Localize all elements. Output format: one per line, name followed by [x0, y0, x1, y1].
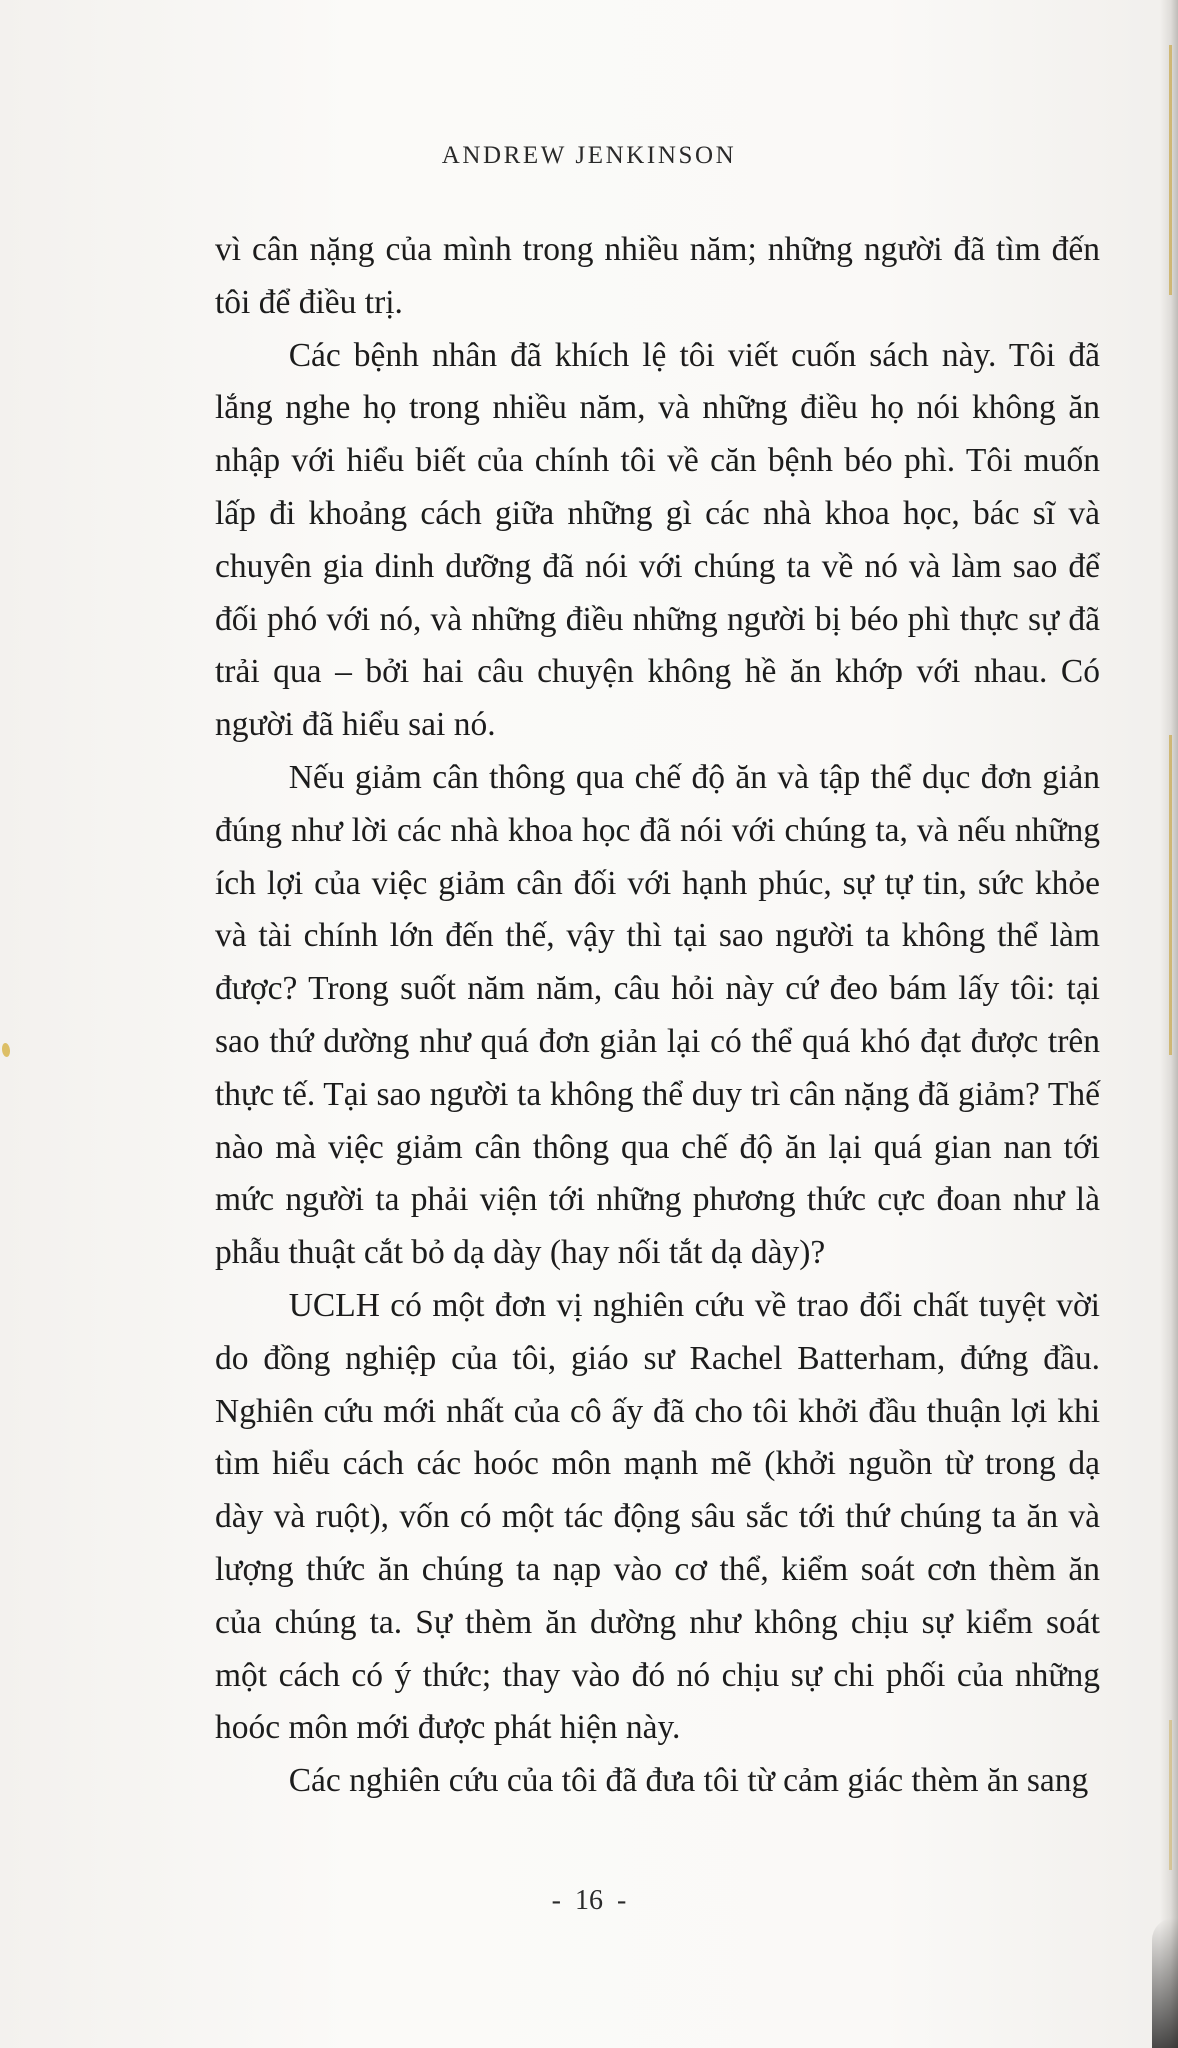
paragraph: Các nghiên cứu của tôi đã đưa tôi từ cảm giác thèm ăn sang: [288, 1762, 1089, 1800]
page-edge-mark: [1169, 735, 1172, 1055]
body-text: [215, 224, 1100, 1808]
paragraph: Nếu giảm cân thông qua chế độ ăn và tập thể dục đơn giản đúng như lời các nhà khoa học đã nói với chúng ta, và nếu những ích lợi của việc giảm cân đối với hạnh phúc, sự tự tin, sức khỏe và tài chính lớn đến thế, vậy thì tại sao người ta không thể làm được? Trong suốt năm năm, câu hỏi này cứ đeo bám lấy tôi: tại sao thứ dường như quá đơn giản lại có thể quá khó đạt được trên thực tế. Tại sao người ta không thể duy trì cân nặng đã giảm? Thế nào mà việc giảm cân thông qua chế độ ăn lại quá gian nan tới mức người ta phải viện tới những phương thức cực đoan như là phẫu thuật cắt bỏ dạ dày (hay nối tắt dạ dày)?: [215, 758, 1100, 1272]
paragraph: UCLH có một đơn vị nghiên cứu về trao đổi chất tuyệt vời do đồng nghiệp của tôi, giáo sư Rachel Batterham, đứng đầu. Nghiên cứu mới nhất của cô ấy đã cho tôi khởi đầu thuận lợi khi tìm hiểu cách các hoóc môn mạnh mẽ (khởi nguồn từ trong dạ dày và ruột), vốn có một tác động sâu sắc tới thứ chúng ta ăn và lượng thức ăn chúng ta nạp vào cơ thể, kiểm soát cơn thèm ăn của chúng ta. Sự thèm ăn dường như không chịu sự kiểm soát một cách có ý thức; thay vào đó nó chịu sự chi phối của những hoóc môn mới được phát hiện này.: [215, 1286, 1100, 1747]
running-head: ANDREW JENKINSON: [441, 142, 737, 169]
page-edge-mark: [1169, 45, 1172, 295]
folio-dash-left: -: [551, 1885, 561, 1916]
page-edge-speck: [2, 1043, 10, 1057]
page-number: [0, 1885, 1178, 1917]
page-edge-mark: [1169, 1720, 1172, 1870]
page-number-value: 16: [575, 1885, 603, 1916]
page-corner-shadow: [1152, 1918, 1178, 2048]
folio-dash-right: -: [617, 1885, 627, 1916]
paragraph: Các bệnh nhân đã khích lệ tôi viết cuốn sách này. Tôi đã lắng nghe họ trong nhiều năm, và những điều họ nói không ăn nhập với hiểu biết của chính tôi về căn bệnh béo phì. Tôi muốn lấp đi khoảng cách giữa những gì các nhà khoa học, bác sĩ và chuyên gia dinh dưỡng đã nói với chúng ta về nó và làm sao để đối phó với nó, và những điều những người bị béo phì thực sự đã trải qua – bởi hai câu chuyện không hề ăn khớp với nhau. Có người đã hiểu sai nó.: [215, 336, 1100, 744]
paragraph: vì cân nặng của mình trong nhiều năm; những người đã tìm đến tôi để điều trị.: [215, 231, 1100, 321]
